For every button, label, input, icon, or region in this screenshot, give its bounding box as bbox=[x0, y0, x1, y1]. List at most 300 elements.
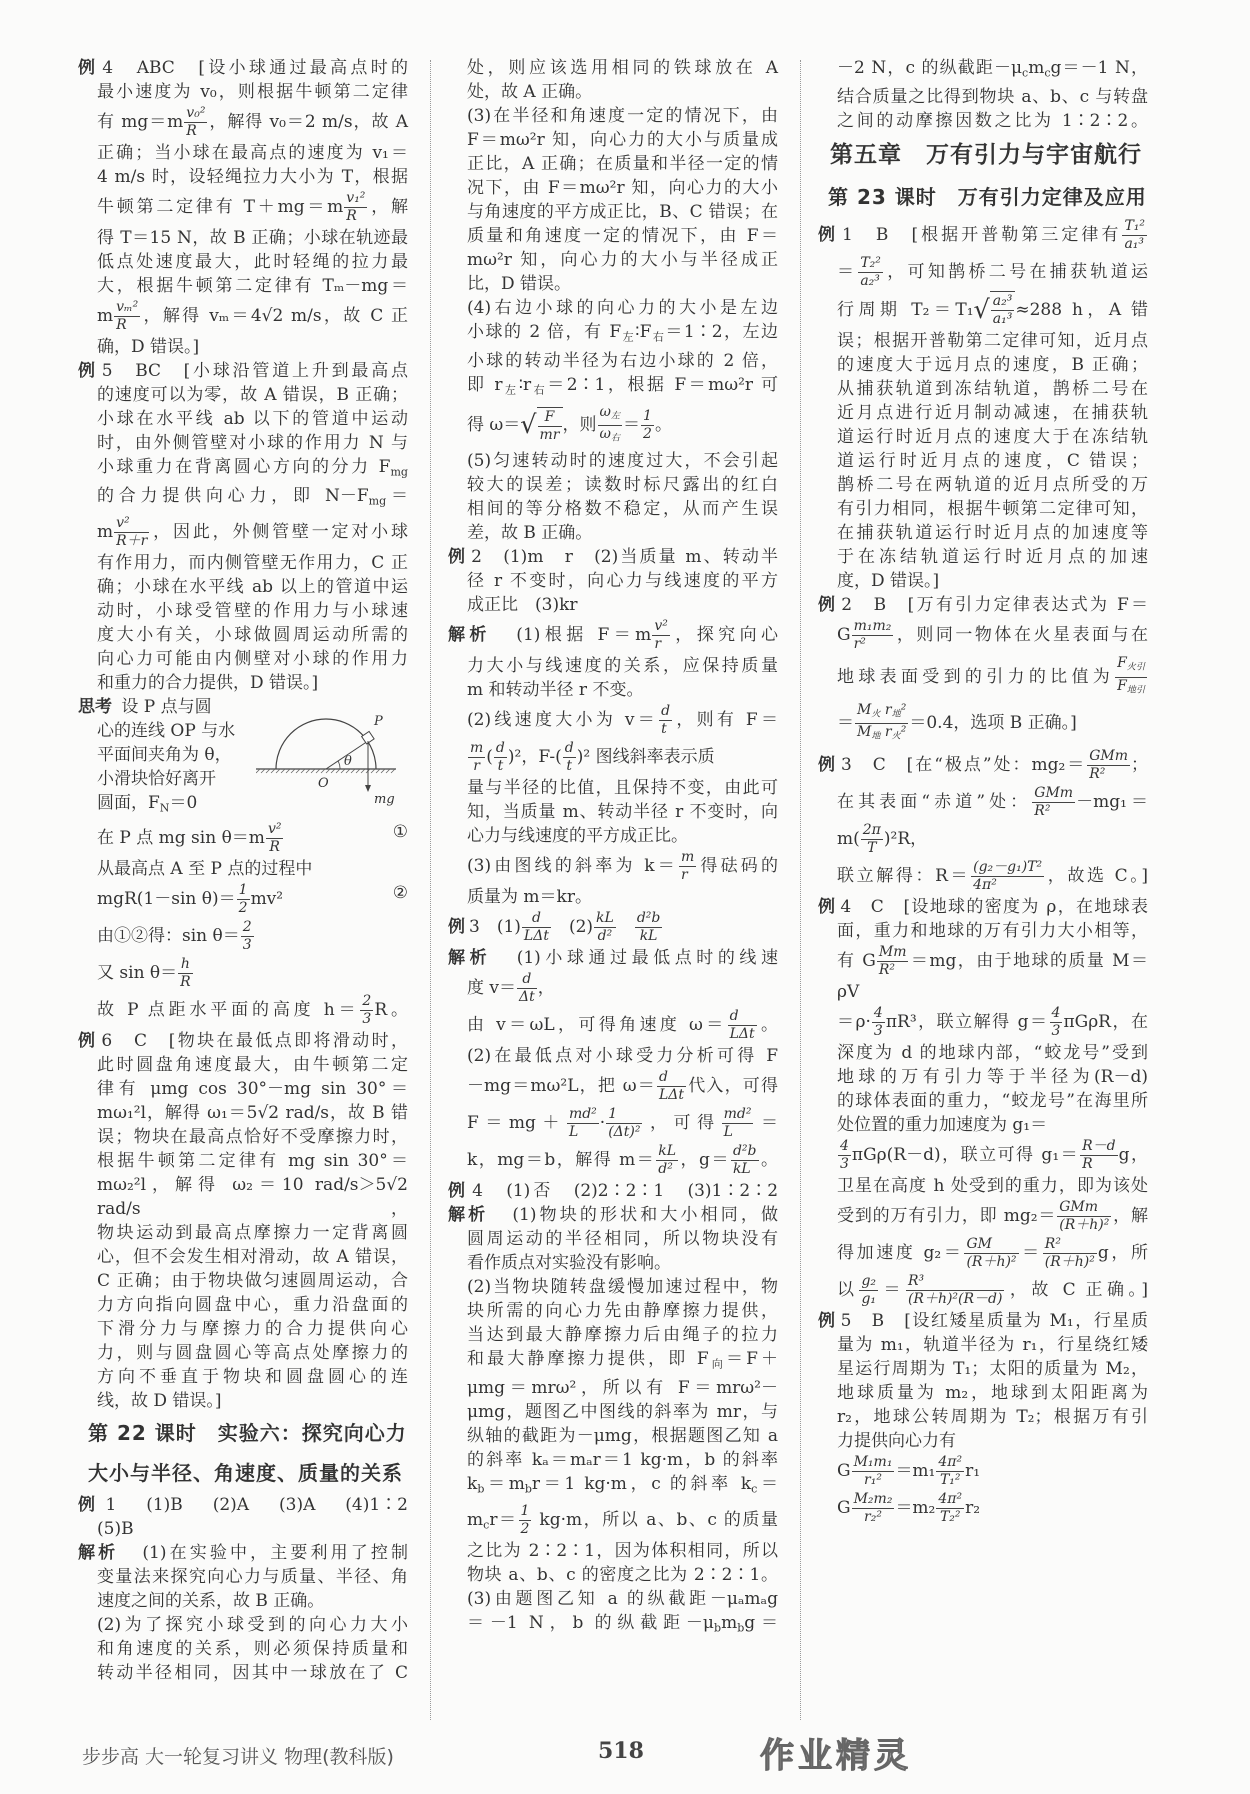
fraction bbox=[635, 910, 663, 945]
line-content bbox=[467, 1229, 778, 1249]
numerator bbox=[858, 255, 883, 273]
subscript: c bbox=[751, 1482, 758, 1496]
line-content bbox=[467, 298, 778, 318]
text-line bbox=[78, 1517, 408, 1541]
text-line bbox=[448, 320, 778, 349]
line-content bbox=[837, 293, 1148, 328]
text-run: m₁m₂ bbox=[853, 618, 892, 635]
text-line bbox=[448, 617, 778, 654]
line-content bbox=[97, 1367, 408, 1387]
text-line bbox=[448, 176, 778, 200]
text-run: L bbox=[723, 1124, 733, 1141]
text-run: ω bbox=[599, 403, 611, 420]
fraction bbox=[852, 1491, 895, 1526]
text-run: －2 N，c 的纵截距－μ bbox=[837, 58, 1023, 78]
line-content bbox=[837, 785, 1148, 820]
line-content bbox=[97, 992, 408, 1027]
text-line bbox=[448, 1068, 778, 1105]
line-content bbox=[97, 1295, 408, 1315]
numerator bbox=[1115, 655, 1147, 678]
text-run: 。 bbox=[654, 415, 672, 436]
numerator bbox=[1057, 1199, 1111, 1217]
text-line bbox=[78, 298, 408, 335]
text-run: 行周期 T₂＝T₁ bbox=[837, 299, 974, 320]
text-run: 2 B [万有引力定律表达式为 F＝ bbox=[841, 595, 1149, 616]
text-run: ＝ bbox=[754, 1113, 778, 1134]
label-o: O bbox=[318, 775, 329, 791]
denominator bbox=[178, 974, 193, 991]
text-line bbox=[448, 569, 778, 593]
line-content bbox=[97, 1223, 408, 1243]
text-line bbox=[448, 1007, 778, 1044]
denominator bbox=[184, 123, 207, 140]
example-label: 解析 bbox=[78, 1542, 119, 1563]
line-content bbox=[837, 859, 1148, 894]
fraction bbox=[858, 255, 883, 290]
text-line bbox=[448, 545, 778, 569]
denominator bbox=[872, 1023, 885, 1040]
equation-number: ② bbox=[392, 882, 408, 903]
numerator bbox=[852, 1491, 895, 1509]
denominator bbox=[855, 724, 908, 746]
arrow-head-icon bbox=[365, 785, 371, 792]
line-content bbox=[837, 921, 1148, 941]
fraction bbox=[872, 1005, 885, 1040]
text-line bbox=[78, 881, 408, 918]
numerator bbox=[1032, 785, 1075, 803]
numerator bbox=[652, 618, 670, 636]
text-run: 与角速度的平方成正比，B、C 错误；在 bbox=[467, 202, 778, 222]
line-content bbox=[97, 769, 216, 789]
text-run: ，因此，外侧管壁一定对小球 bbox=[150, 521, 408, 542]
line-content bbox=[97, 1271, 408, 1291]
text-run: v₁² bbox=[346, 190, 366, 206]
text-line bbox=[448, 970, 778, 1007]
text-run: 有引力相同，根据牛顿第二定律可知， bbox=[837, 499, 1148, 520]
text-line bbox=[78, 1269, 408, 1293]
text-run: g，所 bbox=[1097, 1243, 1148, 1264]
text-run: vₘ² bbox=[116, 299, 139, 315]
text-run: 的球体表面的重力，“蛟龙号”在海里所 bbox=[837, 1091, 1148, 1112]
example-label: 例 bbox=[818, 225, 839, 246]
text-line bbox=[448, 473, 778, 497]
text-run: (1)在实验中，主要利用了控制 bbox=[122, 1542, 408, 1563]
denominator bbox=[517, 989, 537, 1006]
text-run: 低点处速度最大，此时轻绳的拉力最 bbox=[97, 252, 408, 272]
numerator bbox=[852, 618, 894, 636]
fraction bbox=[1115, 655, 1147, 699]
subscript: 火 bbox=[871, 709, 881, 720]
subscript: 左 bbox=[621, 330, 636, 344]
text-run: 5 B [设红矮星质量为 M₁，行星质 bbox=[840, 1311, 1149, 1332]
fraction bbox=[606, 1106, 642, 1141]
text-run: M bbox=[857, 724, 872, 741]
denominator bbox=[563, 758, 576, 775]
text-line bbox=[78, 767, 248, 791]
line-content bbox=[467, 1253, 671, 1273]
line-content bbox=[467, 1301, 778, 1321]
text-line bbox=[448, 824, 778, 848]
text-run: M₂m₂ bbox=[853, 1491, 893, 1508]
text-line bbox=[818, 329, 1148, 353]
text-run: d bbox=[661, 703, 671, 720]
text-run: 4 ABC [设小球通过最高点时的 bbox=[102, 58, 408, 78]
text-run: 联立解得：R＝ bbox=[837, 866, 971, 887]
text-line bbox=[818, 1453, 1148, 1490]
text-run: 星运行周期为 T₁；太阳的质量为 M₂， bbox=[837, 1359, 1148, 1380]
text-line bbox=[818, 1333, 1148, 1357]
line-content bbox=[467, 1277, 778, 1297]
line-content bbox=[837, 1236, 1148, 1271]
radicand bbox=[537, 407, 563, 445]
text-line bbox=[448, 56, 778, 80]
text-run: 知，当质量 m、转动半径 r 不变时，向 bbox=[467, 802, 778, 823]
text-line bbox=[78, 226, 408, 250]
text-run: t bbox=[497, 758, 504, 775]
text-run: ＝0.4，选项 B 正确。] bbox=[909, 713, 1077, 734]
text-run: mω₂²l，解得 ω₂＝10 rad/s＞5√2 rad/s， bbox=[97, 1174, 408, 1219]
text-run: mv² bbox=[250, 888, 284, 909]
line-content bbox=[818, 897, 1148, 917]
text-run: 纵轴的截距为－μmg，根据题图乙知 a bbox=[467, 1426, 778, 1447]
text-line bbox=[448, 521, 778, 545]
text-run: r bbox=[680, 867, 688, 884]
line-content bbox=[837, 499, 1148, 519]
text-line bbox=[818, 1429, 1148, 1453]
text-run: a₂³ bbox=[860, 273, 880, 290]
line-content bbox=[467, 250, 778, 270]
text-run: m( bbox=[837, 829, 860, 850]
text-run: 得砝码的 bbox=[697, 856, 778, 877]
line-content bbox=[97, 299, 408, 333]
text-run: 之间的动摩擦因数之比为 1∶2∶2。 bbox=[837, 111, 1148, 132]
text-line bbox=[78, 918, 408, 955]
denominator bbox=[858, 273, 883, 290]
text-line bbox=[78, 1589, 408, 1613]
text-line bbox=[818, 353, 1148, 377]
line-content bbox=[97, 1615, 408, 1635]
square-root bbox=[520, 407, 562, 445]
text-run: μmg＝mrω²，所以有 F＝mrω²－ bbox=[467, 1378, 778, 1399]
text-run: ＝ bbox=[837, 262, 858, 283]
watermark: 作业精灵 bbox=[760, 1736, 912, 1776]
text-line bbox=[448, 1275, 778, 1299]
line-content bbox=[78, 58, 408, 78]
text-run: r₂² bbox=[864, 1509, 882, 1526]
text-run: 1 (1)B (2)A (3)A (4)1∶2 bbox=[105, 1494, 408, 1515]
denominator bbox=[114, 317, 140, 334]
text-run: ，故 C 正确。] bbox=[1005, 1280, 1149, 1301]
denominator bbox=[344, 208, 367, 225]
radical-sign-icon: √ bbox=[973, 294, 990, 325]
text-line bbox=[818, 1405, 1148, 1429]
text-run: (1)根据 F＝m bbox=[494, 625, 652, 646]
text-line bbox=[78, 1541, 408, 1565]
text-run: 处位置的重力加速度为 g₁＝ bbox=[837, 1115, 1048, 1136]
text-line bbox=[448, 449, 778, 473]
text-run: ，则同一物体在火星表面与在 bbox=[894, 625, 1148, 646]
numerator bbox=[567, 1106, 599, 1124]
denominator bbox=[1043, 1254, 1097, 1271]
text-line bbox=[448, 80, 778, 104]
lesson-heading: 第 23 课时 万有引力定律及应用 bbox=[828, 185, 1147, 210]
example-label: 思考 bbox=[78, 696, 112, 717]
fraction bbox=[567, 1106, 599, 1141]
denominator bbox=[652, 636, 670, 653]
example-label: 例 bbox=[448, 1181, 469, 1202]
line-content bbox=[467, 778, 778, 798]
text-line bbox=[448, 1299, 778, 1323]
text-line bbox=[78, 189, 408, 226]
text-run: 4π² bbox=[938, 1491, 963, 1508]
text-run: r₂，地球公转周期为 T₂；根据万有引 bbox=[837, 1407, 1148, 1428]
text-line bbox=[78, 1661, 408, 1685]
text-run: r₂ bbox=[965, 1498, 981, 1519]
column-middle bbox=[448, 56, 778, 1640]
numerator bbox=[659, 703, 672, 721]
text-run: t bbox=[661, 721, 667, 738]
text-run: 从捕获轨道到冻结轨道，鹊桥二号在 bbox=[837, 379, 1148, 400]
fraction bbox=[563, 740, 576, 775]
text-line bbox=[448, 1611, 778, 1640]
subscript: c bbox=[1022, 66, 1029, 80]
denominator bbox=[964, 1254, 1018, 1271]
text-run: 质量为 m＝kr。 bbox=[467, 887, 592, 908]
subscript: N bbox=[159, 800, 170, 814]
text-line bbox=[448, 776, 778, 800]
text-run: 误；物块在最高点恰好不受摩擦力时， bbox=[97, 1126, 408, 1147]
text-line bbox=[448, 104, 778, 128]
numerator bbox=[517, 971, 537, 989]
text-line bbox=[818, 1137, 1148, 1174]
text-run: 3 bbox=[840, 1156, 849, 1173]
text-line bbox=[818, 593, 1148, 617]
text-line bbox=[818, 1174, 1148, 1198]
text-run: ，则 bbox=[562, 415, 597, 436]
text-run: 较大的误差；读数时标尺露出的红白 bbox=[467, 475, 778, 496]
line-content bbox=[97, 649, 408, 669]
text-run: 4 bbox=[873, 1005, 883, 1022]
line-content bbox=[467, 1402, 778, 1422]
text-run: 转动半径相同，因其中一球放在了 C bbox=[97, 1662, 408, 1683]
text-run: R² bbox=[878, 962, 896, 979]
text-run: 速度之间的关系，故 B 正确。 bbox=[97, 1590, 325, 1611]
text-line bbox=[448, 373, 778, 402]
example-label: 例 bbox=[448, 547, 468, 568]
text-run: m bbox=[97, 306, 114, 326]
line-content bbox=[467, 1008, 778, 1043]
numerator bbox=[656, 1143, 678, 1161]
denominator bbox=[861, 840, 883, 857]
text-line bbox=[818, 821, 1148, 858]
line-content bbox=[837, 1138, 1148, 1173]
line-content bbox=[97, 167, 408, 187]
line-content bbox=[97, 105, 409, 139]
line-content bbox=[467, 106, 778, 126]
text-run: 卫星在高度 h 处受到的重力，即为该处 bbox=[837, 1176, 1148, 1197]
line-content bbox=[467, 130, 778, 150]
text-line bbox=[818, 1357, 1148, 1381]
line-content bbox=[97, 625, 408, 645]
text-run bbox=[617, 917, 634, 937]
text-run: 块所需的向心力先由静摩擦力提供， bbox=[467, 1301, 778, 1322]
text-line bbox=[818, 1490, 1148, 1527]
denominator bbox=[971, 877, 1044, 894]
semicircle bbox=[276, 719, 376, 769]
text-line bbox=[78, 104, 408, 141]
text-run: 最小速度为 v₀，则根据牛顿第二定律 bbox=[97, 82, 408, 102]
text-run: 道运行时近月点的速度，C 错误； bbox=[837, 451, 1148, 472]
text-run: R bbox=[180, 973, 191, 990]
text-run: ，可得 bbox=[643, 1113, 721, 1134]
text-run: F bbox=[1117, 655, 1127, 672]
text-run: 在捕获轨道运行时近月点的加速度等 bbox=[837, 523, 1148, 544]
text-run: kL bbox=[658, 1143, 677, 1160]
numerator bbox=[861, 822, 883, 840]
line-content bbox=[97, 1591, 324, 1611]
text-run: Δt bbox=[519, 989, 535, 1006]
text-run: G bbox=[837, 1461, 851, 1482]
denominator bbox=[1122, 236, 1147, 253]
text-line bbox=[78, 383, 408, 407]
denominator bbox=[936, 1509, 964, 1526]
line-content bbox=[467, 178, 778, 198]
text-run: T₂² bbox=[860, 255, 881, 272]
numerator bbox=[728, 1008, 757, 1026]
text-run: 又 sin θ＝ bbox=[97, 962, 178, 983]
text-run: md² bbox=[723, 1106, 752, 1123]
text-run: ，解 bbox=[368, 197, 408, 217]
numerator bbox=[522, 910, 551, 928]
fraction bbox=[178, 956, 193, 991]
text-run: 由 v＝ωL，可得角速度 ω＝ bbox=[467, 1015, 727, 1036]
text-run: 确；小球在水平线 ab 以上的管道中运 bbox=[97, 576, 408, 597]
text-line bbox=[448, 1203, 778, 1227]
line-content bbox=[837, 523, 1148, 543]
numerator bbox=[1050, 1005, 1063, 1023]
numerator bbox=[360, 993, 373, 1011]
denominator bbox=[838, 1156, 851, 1173]
text-run: 和重力的合力提供，D 错误。] bbox=[97, 672, 319, 693]
example-label: 解析 bbox=[448, 625, 491, 646]
line-content bbox=[837, 111, 1148, 131]
text-line bbox=[818, 919, 1148, 943]
numerator bbox=[344, 190, 367, 208]
fraction bbox=[852, 1454, 895, 1489]
text-run: 牛顿第二定律有 T＋mg＝m bbox=[97, 197, 344, 217]
line-content bbox=[467, 1325, 778, 1345]
text-run: R² bbox=[1044, 1236, 1061, 1253]
numerator bbox=[731, 1143, 759, 1161]
text-run: 小球的 2 倍，有 F bbox=[467, 322, 622, 342]
text-run: 圆周运动的半径相同，所以物块没有 bbox=[467, 1229, 778, 1250]
text-line bbox=[448, 1347, 778, 1376]
text-run: C 正确；由于物块做匀速圆周运动，合 bbox=[97, 1270, 408, 1291]
line-content bbox=[78, 1031, 408, 1051]
numerator bbox=[635, 910, 663, 928]
text-run: r bbox=[880, 701, 892, 718]
think-block bbox=[78, 695, 408, 820]
text-run: 变量法来探究向心力与质量、半径、角 bbox=[97, 1566, 408, 1587]
text-run: ＝F＋ bbox=[725, 1349, 778, 1370]
text-run: ＝ bbox=[837, 713, 854, 734]
fraction bbox=[861, 822, 883, 857]
text-run: 在 P 点 mg sin θ＝m bbox=[97, 827, 265, 848]
line-content bbox=[97, 881, 408, 916]
denominator bbox=[852, 1509, 895, 1526]
fraction bbox=[852, 618, 894, 653]
text-run: r bbox=[880, 724, 892, 741]
text-run: r＝ bbox=[489, 1509, 518, 1530]
text-run: G bbox=[837, 1498, 851, 1519]
text-line bbox=[818, 497, 1148, 521]
line-content bbox=[837, 451, 1148, 471]
text-line bbox=[448, 1251, 778, 1275]
example-label: 例 bbox=[78, 1030, 98, 1051]
line-content bbox=[467, 1106, 778, 1141]
text-line bbox=[78, 551, 408, 575]
subscript: 火引 bbox=[1126, 663, 1145, 674]
text-run: 于在冻结轨道运行时近月点的加速 bbox=[837, 547, 1148, 568]
line-content bbox=[467, 475, 778, 495]
line-content bbox=[78, 1543, 408, 1563]
text-run: v² bbox=[116, 514, 130, 531]
line-content bbox=[97, 433, 408, 453]
line-content bbox=[97, 955, 194, 990]
text-line bbox=[78, 141, 408, 165]
line-content bbox=[837, 1115, 1047, 1135]
line-content bbox=[467, 154, 778, 174]
text-run: 结合质量之比得到物块 a、b、c 与转盘 bbox=[837, 87, 1148, 108]
denominator bbox=[722, 1124, 754, 1141]
text-line bbox=[78, 1245, 408, 1269]
line-content bbox=[97, 1079, 408, 1099]
text-run: M bbox=[857, 701, 872, 718]
text-run: R² bbox=[1034, 803, 1051, 820]
text-line bbox=[78, 743, 248, 767]
text-run: m 和转动半径 r 不变。 bbox=[467, 680, 644, 701]
text-line bbox=[78, 820, 408, 857]
text-line bbox=[448, 678, 778, 702]
text-run: M₁m₁ bbox=[853, 1454, 893, 1471]
text-run: 力方向指向圆盘中心，重力沿盘面的 bbox=[97, 1294, 408, 1315]
text-run: d²b bbox=[636, 910, 661, 927]
fraction bbox=[1087, 748, 1130, 783]
text-run: 3 bbox=[1051, 1023, 1061, 1040]
denominator bbox=[1115, 678, 1147, 700]
text-line bbox=[818, 1065, 1148, 1089]
text-run: 误；根据开普勒第二定律可知，近月点 bbox=[837, 331, 1148, 352]
line-content bbox=[837, 403, 1148, 423]
text-line bbox=[448, 497, 778, 521]
line-content bbox=[467, 1450, 778, 1470]
text-run: ∶r bbox=[518, 375, 532, 396]
text-run: 心力与线速度的平方成正比。 bbox=[467, 826, 688, 847]
line-content bbox=[467, 826, 688, 846]
text-run: ＝－1 N，b 的纵截距－μ bbox=[467, 1612, 714, 1633]
text-run: m bbox=[680, 849, 695, 866]
fraction bbox=[731, 1143, 759, 1178]
text-run: )²，F-( bbox=[507, 747, 562, 768]
text-run: ，解得 v₀＝2 m/s，故 A bbox=[208, 112, 409, 132]
fraction bbox=[494, 740, 507, 775]
fraction bbox=[114, 515, 149, 550]
text-run: 4π² bbox=[973, 877, 997, 894]
text-run: 3 (1) bbox=[469, 917, 521, 938]
denominator bbox=[659, 721, 672, 738]
denominator bbox=[657, 1087, 686, 1104]
line-content bbox=[837, 618, 1148, 653]
